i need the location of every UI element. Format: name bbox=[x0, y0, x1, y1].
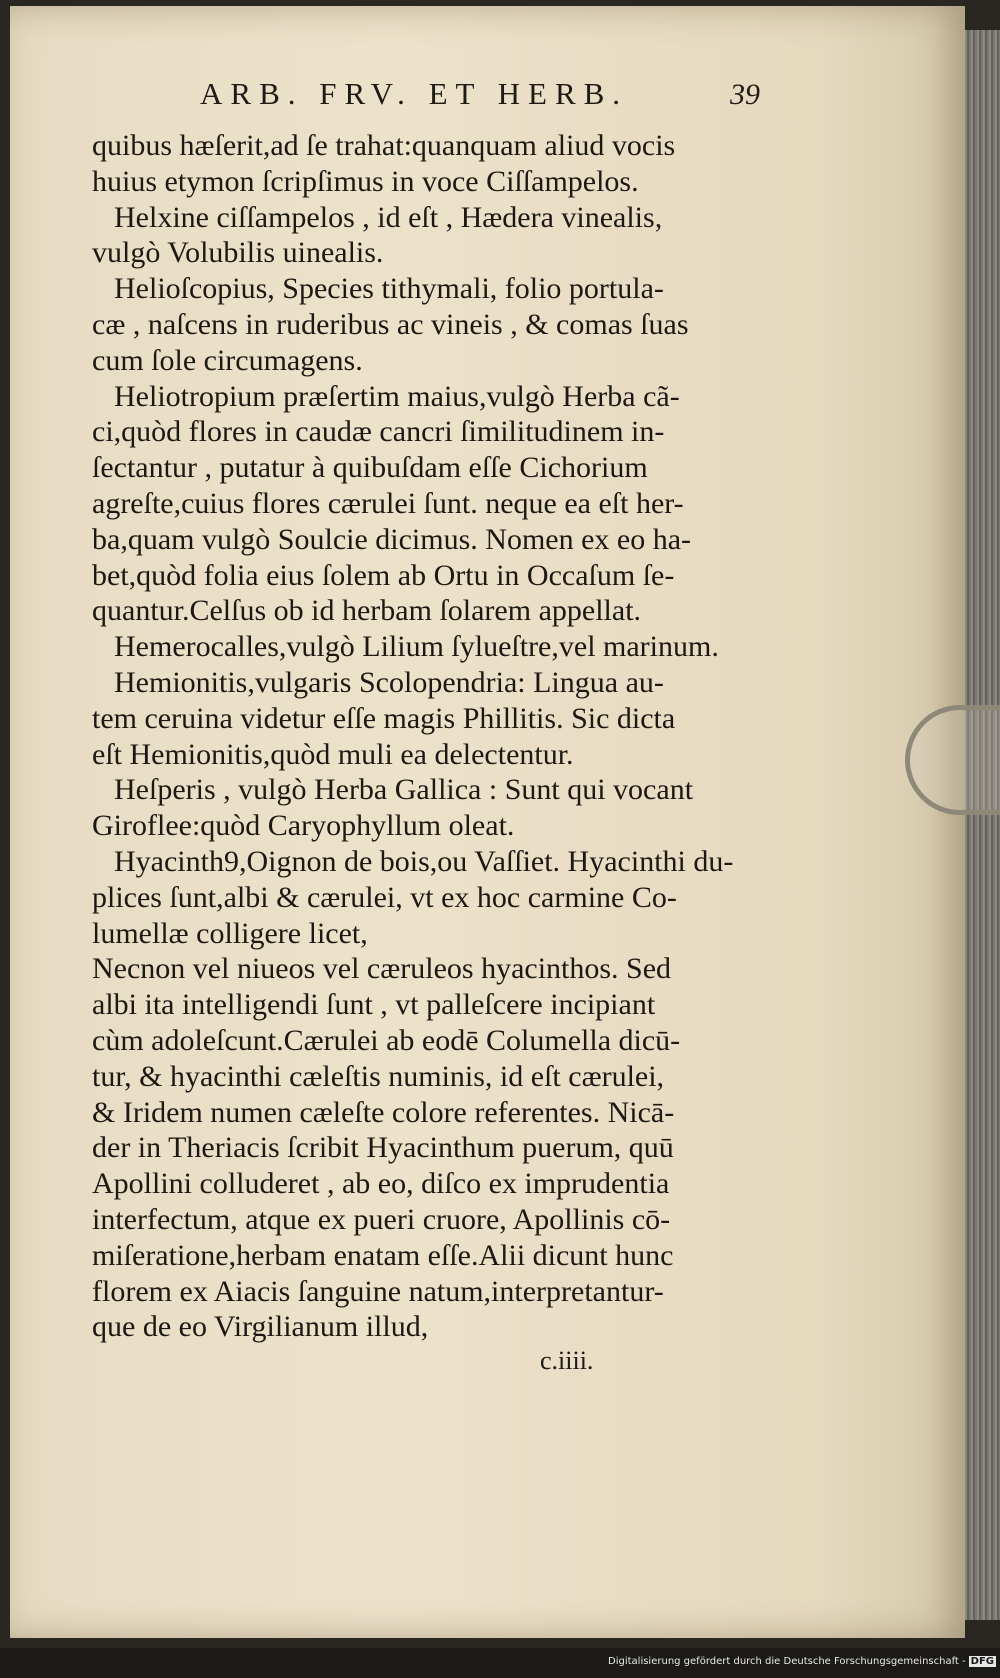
digitization-credit bbox=[560, 1656, 996, 1667]
text-line: que de eo Virgilianum illud, bbox=[92, 1310, 429, 1344]
running-head: ARB. FRV. ET HERB. bbox=[200, 76, 629, 111]
text-line: cum ſole circumagens. bbox=[92, 343, 363, 377]
body-text bbox=[92, 128, 742, 1345]
text-line: cæ , naſcens in ruderibus ac vineis , & comas ſuas bbox=[92, 307, 689, 341]
text-line: ci,quòd flores in caudæ cancri ſimilitudinem in- bbox=[92, 415, 665, 449]
text-line: Hemerocalles,vulgò Lilium ſylueſtre,vel marinum. bbox=[114, 630, 719, 664]
text-line: quibus hæſerit,ad ſe trahat:quanquam aliud vocis bbox=[92, 129, 676, 162]
text-line: cùm adoleſcunt.Cærulei ab eodē Columella dicū- bbox=[92, 1023, 681, 1057]
text-line: florem ex Aiacis ſanguine natum,interpretantur- bbox=[92, 1274, 664, 1308]
credit-text: Digitalisierung gefördert durch die Deutsche Forschungsgemeinschaft - bbox=[608, 1656, 966, 1667]
text-line: ba,quam vulgò Soulcie dicimus. Nomen ex eo ha- bbox=[92, 522, 692, 556]
text-line: huius etymon ſcripſimus in voce Ciſſampelos. bbox=[92, 164, 639, 198]
text-line: Hyacinth9,Oignon de bois,ou Vaſſiet. Hyacinthi du- bbox=[114, 844, 734, 878]
page-number: 39 bbox=[730, 78, 760, 111]
text-line: lumellæ colligere licet, bbox=[92, 916, 368, 950]
text-line: interfectum, atque ex pueri cruore, Apollinis cō- bbox=[92, 1202, 671, 1236]
text-line: & Iridem numen cæleſte colore referentes. Nicā- bbox=[92, 1095, 675, 1129]
text-line: Hemionitis,vulgaris Scolopendria: Lingua au- bbox=[114, 665, 664, 699]
text-line: quantur.Celſus ob id herbam ſolarem appellat. bbox=[92, 594, 642, 628]
text-line: Helioſcopius, Species tithymali, folio portula- bbox=[114, 272, 664, 306]
text-line: Apollini colluderet , ab eo, diſco ex imprudentia bbox=[92, 1167, 670, 1201]
signature-mark: c.iiii. bbox=[540, 1346, 594, 1375]
text-line: der in Theriacis ſcribit Hyacinthum puerum, quū bbox=[92, 1131, 674, 1165]
book-page bbox=[10, 6, 965, 1638]
text-line: albi ita intelligendi ſunt , vt palleſcere incipiant bbox=[92, 988, 656, 1022]
page-header bbox=[200, 76, 900, 126]
text-line: Giroflee:quòd Caryophyllum oleat. bbox=[92, 809, 515, 843]
text-line: Helxine ciſſampelos , id eſt , Hædera vinealis, bbox=[114, 200, 663, 234]
text-line: bet,quòd folia eius ſolem ab Ortu in Occaſum ſe- bbox=[92, 558, 675, 592]
text-line: ſectantur , putatur à quibuſdam eſſe Cichorium bbox=[92, 451, 648, 485]
text-line: Heſperis , vulgò Herba Gallica : Sunt qui vocant bbox=[114, 773, 694, 807]
text-line: eſt Hemionitis,quòd muli ea delectentur. bbox=[92, 737, 574, 771]
text-line: Heliotropium præſertim maius,vulgò Herba cã- bbox=[114, 379, 680, 413]
text-line: tur, & hyacinthi cæleſtis numinis, id eſt cærulei, bbox=[92, 1059, 665, 1093]
text-line: agreſte,cuius flores cærulei ſunt. neque ea eſt her- bbox=[92, 486, 684, 520]
text-line: miſeratione,herbam enatam eſſe.Alii dicunt hunc bbox=[92, 1238, 674, 1272]
dfg-logo: DFG bbox=[970, 1656, 994, 1667]
text-line: plices ſunt,albi & cærulei, vt ex hoc carmine Co- bbox=[92, 880, 677, 914]
text-line: tem ceruina videtur eſſe magis Phillitis. Sic dicta bbox=[92, 701, 676, 735]
text-line: vulgò Volubilis uinealis. bbox=[92, 236, 384, 270]
text-line: Necnon vel niueos vel cæruleos hyacinthos. Sed bbox=[92, 952, 672, 986]
